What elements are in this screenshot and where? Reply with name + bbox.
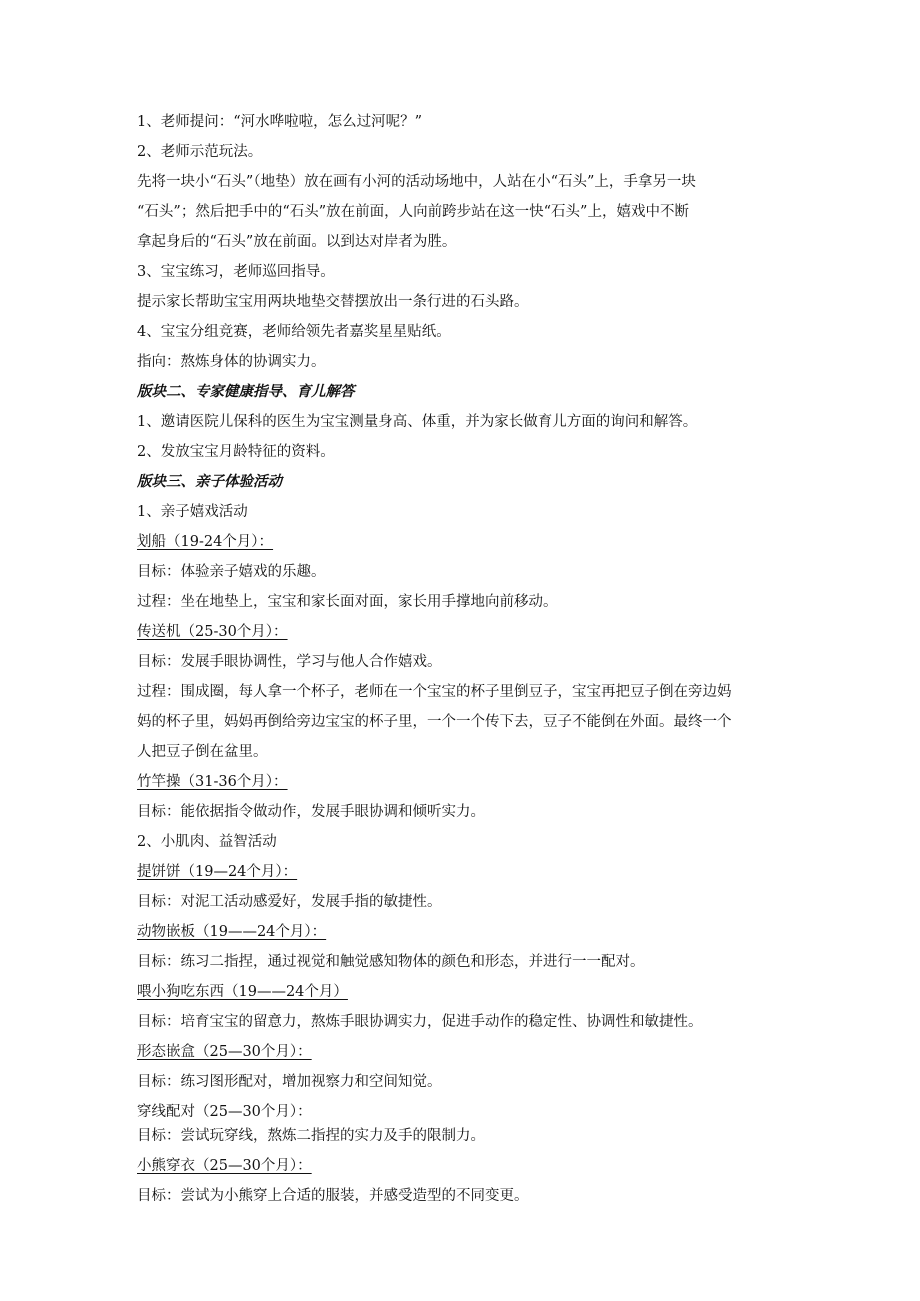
paragraph-line: 3、宝宝练习，老师巡回指导。 — [137, 264, 335, 280]
paragraph-line: “石头”；然后把手中的“石头”放在前面，人向前跨步站在这一快“石头”上，嬉戏中不断 — [137, 204, 689, 220]
section-heading: 版块二、专家健康指导、育儿解答 — [137, 384, 355, 400]
activity-title: 形态嵌盒（25—30个月）： — [137, 1044, 312, 1060]
activity-title: 提饼饼（19—24个月）： — [137, 864, 298, 880]
activity-title: 喂小狗吃东西（19——24个月） — [137, 984, 348, 1000]
activity-title: 小熊穿衣（25—30个月）： — [137, 1158, 312, 1174]
activity-title: 划船（19-24个月）： — [137, 534, 274, 550]
paragraph-line: 1、老师提问：“河水哗啦啦，怎么过河呢？” — [137, 114, 423, 130]
paragraph-line: 目标：培育宝宝的留意力，熬炼手眼协调实力，促进手动作的稳定性、协调性和敏捷性。 — [137, 1014, 703, 1030]
paragraph-line: 过程：坐在地垫上，宝宝和家长面对面，家长用手撑地向前移动。 — [137, 594, 558, 610]
paragraph-line: 2、发放宝宝月龄特征的资料。 — [137, 444, 335, 460]
paragraph-line: 指向：熬炼身体的协调实力。 — [137, 354, 326, 370]
paragraph-line: 先将一块小“石头”（地垫）放在画有小河的活动场地中，人站在小“石头”上，手拿另一块 — [137, 174, 696, 190]
paragraph-line: 目标：能依据指令做动作，发展手眼协调和倾听实力。 — [137, 804, 485, 820]
activity-title: 动物嵌板（19——24个月）： — [137, 924, 327, 940]
activity-title: 传送机（25-30个月）： — [137, 624, 288, 640]
paragraph-line: 人把豆子倒在盆里。 — [137, 744, 268, 760]
activity-title: 竹竿操（31-36个月）： — [137, 774, 288, 790]
paragraph-line: 目标：练习二指捏，通过视觉和触觉感知物体的颜色和形态，并进行一一配对。 — [137, 954, 645, 970]
activity-title: 穿线配对（25—30个月）： — [137, 1104, 312, 1120]
section-heading: 版块三、亲子体验活动 — [137, 474, 282, 490]
paragraph-line: 目标：体验亲子嬉戏的乐趣。 — [137, 564, 326, 580]
document-page — [137, 112, 797, 1216]
paragraph-line: 提示家长帮助宝宝用两块地垫交替摆放出一条行进的石头路。 — [137, 294, 529, 310]
paragraph-line: 1、邀请医院儿保科的医生为宝宝测量身高、体重，并为家长做育儿方面的询问和解答。 — [137, 414, 698, 430]
paragraph-line: 妈的杯子里，妈妈再倒给旁边宝宝的杯子里，一个一个传下去，豆子不能倒在外面。最终一个 — [137, 714, 732, 730]
paragraph-line: 目标：尝试为小熊穿上合适的服装，并感受造型的不同变更。 — [137, 1188, 529, 1204]
paragraph-line: 目标：发展手眼协调性，学习与他人合作嬉戏。 — [137, 654, 442, 670]
paragraph-line: 过程：围成圈，每人拿一个杯子，老师在一个宝宝的杯子里倒豆子，宝宝再把豆子倒在旁边妈 — [137, 684, 732, 700]
paragraph-line: 2、小肌肉、益智活动 — [137, 834, 277, 850]
paragraph-line: 目标：练习图形配对，增加视察力和空间知觉。 — [137, 1074, 442, 1090]
paragraph-line: 目标：尝试玩穿线，熬炼二指捏的实力及手的限制力。 — [137, 1128, 485, 1144]
paragraph-line: 2、老师示范玩法。 — [137, 144, 263, 160]
paragraph-line: 拿起身后的“石头”放在前面。以到达对岸者为胜。 — [137, 234, 457, 250]
paragraph-line: 目标：对泥工活动感爱好，发展手指的敏捷性。 — [137, 894, 442, 910]
paragraph-line: 1、亲子嬉戏活动 — [137, 504, 248, 520]
paragraph-line: 4、宝宝分组竞赛，老师给领先者嘉奖星星贴纸。 — [137, 324, 451, 340]
